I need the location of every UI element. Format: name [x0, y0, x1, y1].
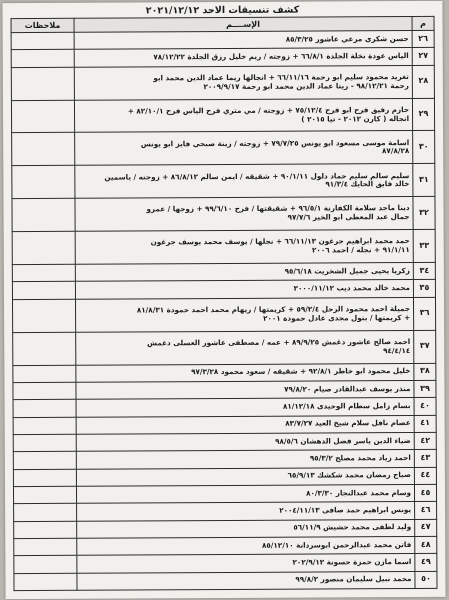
- table-row: [12, 164, 435, 199]
- row-number: ٢٦: [412, 30, 434, 47]
- row-name-cell: [76, 380, 414, 399]
- table-row: [13, 398, 436, 418]
- table-row: [13, 484, 436, 504]
- table-row: [13, 450, 436, 470]
- row-notes-cell: [13, 399, 76, 417]
- row-name-cell: [74, 65, 412, 100]
- row-name-line: محمد خالد محمد ديب ٢٠٠٠/١١/١٢: [293, 283, 410, 293]
- row-notes-cell: [12, 299, 75, 332]
- row-number: ٣٢: [413, 197, 435, 230]
- row-name-line: حسن شكري مرعي عاشور ٨٥/٣/٢٥: [285, 33, 409, 44]
- row-name-cell: [75, 230, 413, 265]
- row-name-cell: [76, 484, 414, 503]
- row-notes-cell: [13, 365, 76, 383]
- table-row: [13, 380, 436, 400]
- table-row: [11, 48, 434, 68]
- header-name: الإســــم: [74, 17, 412, 33]
- row-name-line: منذر يوسف عبدالقادر صيام ٧٩/٨/٢٠: [284, 383, 411, 394]
- row-number: ٣٠: [413, 131, 435, 164]
- row-number: ٣١: [413, 164, 435, 197]
- row-name-line: اسما مازن حمزة حسونة ٢٠٢/٩/١٢: [292, 556, 412, 567]
- row-name-cell: [77, 519, 415, 538]
- row-number: ٤٧: [415, 519, 437, 536]
- row-name-cell: [75, 197, 413, 232]
- table-body: [11, 30, 437, 590]
- row-name-line: زكريا يحيى جميل الشخريت ٩٥/٦/١٨: [284, 265, 410, 276]
- row-number: ٤٥: [414, 484, 436, 501]
- row-name-line: احمد صالح عاشور دغمش ٨٩/٩/٢٥ + عمه / مصطفى عاشور العسلى دغمش: [147, 336, 411, 348]
- row-name-line: رحمة ٩٨/١٢/٢١ - ريتا عماد الدين محمد ابو رحمة ٢٠٠٩/٩/١٧: [203, 80, 409, 91]
- row-name-cell: [76, 398, 414, 417]
- row-notes-cell: [14, 538, 77, 556]
- row-number: ٣٦: [413, 297, 435, 330]
- row-name-line: جمال عبد المعطى ابو الخير ٩٧/٧/٦: [287, 212, 410, 222]
- row-notes-cell: [13, 486, 76, 504]
- row-notes-cell: [11, 100, 74, 133]
- row-name-cell: [74, 31, 412, 50]
- row-name-cell: [75, 297, 413, 332]
- table-row: [14, 536, 437, 556]
- document-sheet: [2, 1, 445, 599]
- row-name-line: محمد نبيل سليمان منصور ٩٩/٨/٢: [295, 574, 412, 584]
- row-name-line: صباح رمضان محمد شكشك ٦٥/٩/١٣: [287, 470, 411, 480]
- row-number: ٤٢: [414, 432, 436, 449]
- row-notes-cell: [11, 67, 74, 100]
- table-row: [11, 98, 434, 133]
- row-number: ٣٨: [414, 363, 436, 380]
- row-name-line: دينا ماجد سلامة الكفارنة ٩٦/٥/١ + شقيقتها / فرح ٩٩/٦/١٠ + زوجها / عمرو: [146, 203, 410, 214]
- table-row: [14, 502, 437, 522]
- row-number: ٣٤: [413, 262, 435, 279]
- row-name-cell: [75, 164, 413, 199]
- row-name-cell: [76, 415, 414, 434]
- row-name-cell: [76, 363, 414, 382]
- row-notes-cell: [12, 264, 75, 282]
- row-number: ٣٩: [414, 380, 436, 397]
- table-row: [14, 571, 437, 591]
- row-name-line: احمد زياد محمد مصلح ٩٥/٣/٢: [309, 452, 411, 463]
- row-name-line: الياس عودة نخلة الجلدة ٦٦/٨/١ + زوجته / ريم خليل رزق الجلدة ٧٨/١٢/٢٢: [153, 51, 409, 62]
- row-number: ٢٧: [412, 48, 434, 65]
- row-notes-cell: [13, 451, 76, 469]
- row-notes-cell: [14, 521, 77, 539]
- row-notes-cell: [14, 555, 77, 573]
- row-number: ٢٩: [412, 98, 434, 131]
- names-table: [11, 16, 438, 591]
- row-name-line: ٩١/١/١١ + نجله / احمد ٢٠٠٦: [312, 245, 410, 255]
- row-notes-cell: [12, 166, 75, 199]
- row-number: ٣٥: [413, 280, 435, 297]
- page-title: كشف تنسيقات الاحد ٢٠٢١/١٢/١٢: [145, 4, 300, 17]
- row-notes-cell: [14, 503, 77, 521]
- row-name-cell: [75, 263, 413, 282]
- row-notes-cell: [12, 231, 75, 264]
- row-name-line: ٩٤/٤/١٤: [383, 345, 411, 355]
- row-number: ٤٨: [415, 536, 437, 553]
- row-name-line: حمد محمد ابراهيم جرغون ٦٦/١١/١٣ + نجلها / يوسف محمد يوسف جرغون: [150, 236, 410, 247]
- row-name-line: وسام محمد عبدالنجار ٨٠/٣/٣٠: [306, 487, 412, 498]
- row-number: ٤٠: [414, 398, 436, 415]
- table-row: [13, 330, 436, 365]
- row-number: ٣٣: [413, 230, 435, 263]
- row-number: ٣٧: [414, 330, 436, 363]
- header-number: م: [412, 16, 434, 30]
- row-name-line: اسامة موسى مسعود ابو يونس ٧٩/٧/٢٥ + زوجته / زينة صبحي فايز ابو يونس: [140, 137, 410, 149]
- row-name-cell: [77, 536, 415, 555]
- row-name-line: + كريمتها / بتول مجدى عادل حمودة ٢٠٠١: [263, 312, 411, 323]
- row-notes-cell: [12, 133, 75, 166]
- table-row: [12, 262, 435, 282]
- table-row: [14, 519, 437, 539]
- table-row: [12, 197, 435, 232]
- row-notes-cell: [13, 382, 76, 400]
- row-name-line: ٨٧/٨/٢٨: [382, 146, 410, 156]
- row-number: ٤٩: [415, 554, 437, 571]
- row-notes-cell: [13, 417, 76, 435]
- row-name-line: يونس ابراهيم حمد صافى ٢٠٠٤/١١/١٣: [279, 504, 412, 515]
- table-row: [13, 467, 436, 487]
- table-row: [12, 131, 435, 166]
- row-name-cell: [76, 450, 414, 469]
- table-row: [13, 415, 436, 435]
- row-name-cell: [76, 330, 414, 365]
- table-row: [11, 65, 434, 100]
- row-name-cell: [76, 467, 414, 486]
- row-number: ٥٠: [415, 571, 437, 589]
- row-name-cell: [74, 98, 412, 133]
- row-name-line: عصام نافل سلام شيخ العيد ٨٣/٧/٢٧: [285, 418, 411, 428]
- row-name-line: بسام زامل سطام الوحيدى ٨١/١٢/١٨: [282, 401, 411, 411]
- table-row: [12, 280, 435, 300]
- table-row: [13, 432, 436, 452]
- row-name-line: تغريد محمود سليم ابو رحمة ٦٦/١١/١٦ + انجالها ريما عماد الدين محمد ابو: [153, 71, 409, 83]
- row-name-line: حازم رفيق فرح ابو فرح ٧٥/١٢/٤ + زوجته / مي متري فرح الياس فرح ٨٢/١٠/١ +: [127, 104, 410, 116]
- row-name-line: انجاله ( كارن ٢٠١٢ - تيا ٢٠١٥ ): [301, 113, 410, 124]
- row-number: ٤٦: [415, 502, 437, 519]
- table-row: [12, 230, 435, 265]
- row-number: ٤٣: [414, 450, 436, 467]
- row-name-line: جميلة احمد محمود الرحل ٥٩/٢/٤ + كريمتها / ريهام محمد احمد حمودة ٨١/٨/٣١: [136, 303, 411, 315]
- header-notes: ملاحظات: [11, 18, 74, 32]
- row-name-cell: [77, 571, 415, 590]
- row-number: ٤٤: [414, 467, 436, 484]
- row-name-cell: [75, 131, 413, 166]
- row-notes-cell: [13, 332, 76, 365]
- row-name-cell: [75, 280, 413, 299]
- row-name-cell: [77, 554, 415, 573]
- table-row: [13, 363, 436, 383]
- row-number: ٤١: [414, 415, 436, 432]
- row-number: ٢٨: [412, 65, 434, 98]
- table-row: [12, 297, 435, 332]
- row-name-cell: [74, 48, 412, 67]
- row-notes-cell: [12, 199, 75, 232]
- table-row: [14, 554, 437, 574]
- row-name-line: خالد فايق الحايك ٩١/٣/٤: [325, 179, 410, 189]
- row-name-line: وليد لطفى محمد حشيش ٥٦/١١/٩: [293, 522, 412, 532]
- row-name-line: فاتن محمد عبدالرحمن ابوسردانة ٨٥/١٢/١٠: [261, 539, 412, 550]
- row-notes-cell: [11, 32, 74, 50]
- row-notes-cell: [13, 434, 76, 452]
- row-name-line: خليل محمود ابو خاطر ٩٢/٨/١ + شقيقه / سعود محمود ٩٧/٣/٢٨: [191, 366, 411, 377]
- row-notes-cell: [12, 282, 75, 300]
- row-name-cell: [77, 502, 415, 521]
- row-notes-cell: [14, 573, 77, 591]
- row-name-cell: [76, 432, 414, 451]
- row-notes-cell: [13, 469, 76, 487]
- row-name-line: سليم سالم سليم حماد دلول ٩٠/١/١١ + شقيقه / ايمن سالم ٨٦/٨/١٢ + زوجته / ياسمين: [104, 170, 410, 182]
- row-notes-cell: [11, 50, 74, 68]
- table-row: [11, 30, 434, 50]
- row-name-line: ضياء الدين ياسر فضل الدهشان ٩٨/٥/٦: [275, 435, 411, 446]
